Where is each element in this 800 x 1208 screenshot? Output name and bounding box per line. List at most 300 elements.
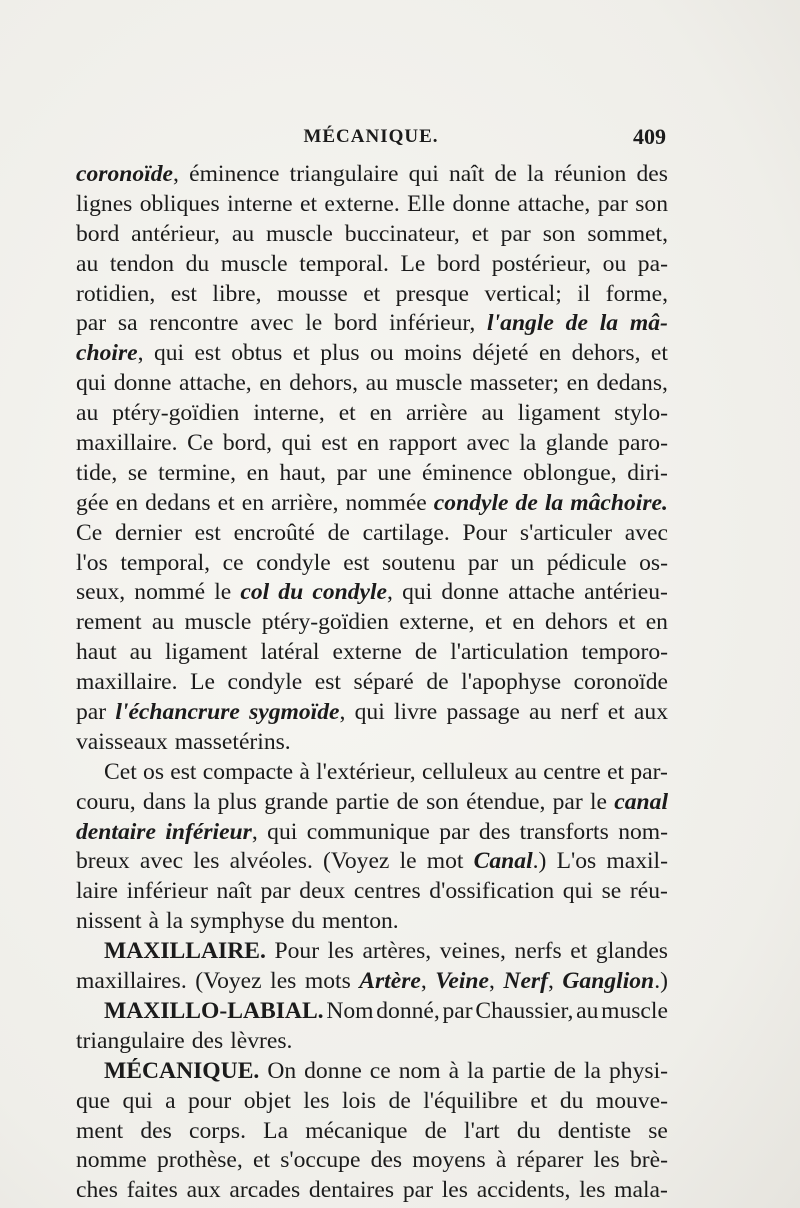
- text-run: avec: [250, 310, 294, 337]
- text-run: et: [650, 340, 668, 367]
- text-run: ce: [369, 1057, 391, 1084]
- word: [253, 1146, 270, 1176]
- word: [76, 160, 179, 190]
- text-run: bord: [76, 220, 120, 247]
- word: [247, 459, 269, 489]
- text-run: et: [292, 340, 310, 367]
- word: [143, 758, 164, 788]
- text-line: [76, 250, 668, 280]
- text-run: les: [270, 968, 297, 995]
- text-run: ligament: [517, 400, 601, 427]
- text-run: vaisseaux: [76, 728, 168, 755]
- text-run: est: [170, 758, 197, 785]
- word: [567, 369, 589, 399]
- text-run: au: [76, 400, 99, 427]
- text-run: par: [336, 459, 367, 486]
- word: [266, 220, 333, 250]
- text-run: maxillaires.: [76, 968, 187, 995]
- text-run: ligament: [164, 639, 248, 666]
- word: [76, 668, 178, 698]
- text-run: des: [140, 1117, 172, 1144]
- word: [442, 1176, 468, 1206]
- word: [481, 399, 503, 429]
- text-run: est: [343, 549, 370, 576]
- text-run: plus: [217, 788, 257, 815]
- text-run: Le: [190, 669, 215, 696]
- text-run: en: [241, 489, 264, 516]
- text-run: par: [402, 1177, 433, 1204]
- word: [503, 967, 553, 997]
- text-run: veines,: [439, 938, 506, 965]
- word: [366, 369, 388, 399]
- word: [256, 549, 331, 579]
- word: [76, 280, 155, 310]
- text-run: par: [439, 818, 470, 845]
- word: [232, 220, 254, 250]
- text-run: rement: [76, 609, 142, 636]
- word: [259, 369, 281, 399]
- word: [332, 638, 401, 668]
- text-run: pour: [188, 1087, 232, 1114]
- text-run: est: [170, 280, 197, 307]
- word: [131, 220, 220, 250]
- text-run: en: [356, 430, 380, 457]
- text-run: du: [291, 908, 316, 935]
- text-run: avec: [139, 848, 184, 875]
- word: [110, 250, 174, 280]
- text-run: l'apophyse: [461, 669, 562, 696]
- word: [425, 1117, 447, 1147]
- italic-term: coronoïde: [76, 161, 173, 187]
- text-run: Pour: [462, 519, 508, 546]
- text-line: [76, 309, 668, 339]
- text-run: attache: [508, 579, 575, 606]
- word: [193, 788, 210, 818]
- text-run: au: [151, 609, 175, 636]
- word: [143, 788, 186, 818]
- word: [562, 967, 668, 997]
- text-run: compacte: [202, 758, 294, 785]
- word: [76, 369, 106, 399]
- text-run: nommée: [345, 489, 427, 516]
- word: [429, 877, 554, 907]
- text-line: [76, 220, 668, 250]
- word: [76, 429, 178, 459]
- text-line: [76, 1117, 668, 1147]
- word: [634, 698, 668, 728]
- text-run: ,: [547, 968, 554, 995]
- word: [630, 1146, 668, 1176]
- text-line: [76, 280, 668, 310]
- text-run: au: [129, 639, 152, 666]
- word: [399, 608, 474, 638]
- text-line: [76, 937, 668, 967]
- word: [203, 758, 293, 788]
- text-run: dehors: [545, 609, 608, 636]
- word: [563, 877, 593, 907]
- word: [334, 309, 377, 339]
- text-run: un: [510, 549, 535, 576]
- text-run: partie: [335, 788, 390, 815]
- italic-term: Ganglion: [562, 968, 655, 995]
- word: [527, 160, 544, 190]
- page-number: 409: [633, 124, 666, 149]
- text-run: est: [194, 340, 221, 367]
- word: [590, 788, 607, 818]
- word: [190, 907, 284, 937]
- word: [263, 1117, 288, 1147]
- word: [271, 489, 338, 519]
- text-line: [76, 369, 668, 399]
- text-run: donné,: [376, 997, 440, 1024]
- text-run: glandes: [595, 938, 668, 965]
- word: [76, 190, 132, 220]
- italic-term: la: [544, 489, 564, 516]
- word: [158, 459, 236, 489]
- word: [282, 429, 312, 459]
- body-text: [76, 160, 668, 1206]
- text-run: de: [327, 519, 350, 546]
- word: [261, 877, 291, 907]
- italic-term: condyle: [312, 579, 388, 606]
- word: [553, 788, 583, 818]
- text-run: en: [566, 370, 589, 397]
- text-run: réparer: [516, 1147, 584, 1174]
- text-run: par: [442, 997, 473, 1024]
- text-run: en: [645, 609, 668, 636]
- text-run: a: [165, 1087, 176, 1114]
- text-run: le: [214, 579, 232, 606]
- text-run: avec: [624, 519, 668, 546]
- word: [596, 369, 667, 399]
- text-line: [76, 429, 668, 459]
- word: [188, 1087, 231, 1117]
- italic-term: condyle: [433, 489, 509, 516]
- word: [337, 459, 367, 489]
- text-run: la: [166, 908, 184, 935]
- text-run: son: [426, 788, 459, 815]
- word: [370, 339, 394, 369]
- text-line: [76, 698, 668, 728]
- word: [359, 967, 427, 997]
- word: [76, 907, 142, 937]
- text-run: physi-: [609, 1057, 668, 1084]
- text-run: .): [532, 848, 547, 875]
- text-run: qui: [408, 161, 439, 187]
- word: [609, 1057, 668, 1087]
- word: [603, 250, 627, 280]
- text-run: ,: [339, 699, 346, 726]
- word: [651, 339, 668, 369]
- text-run: qui: [354, 699, 385, 726]
- text-run: ,: [387, 579, 393, 606]
- text-line: [76, 339, 668, 369]
- text-run: (Voyez: [195, 968, 262, 995]
- word: [192, 1027, 223, 1057]
- word: [627, 459, 668, 489]
- text-run: arcades: [229, 1177, 301, 1204]
- text-line: [76, 788, 668, 818]
- text-run: de: [424, 1117, 447, 1144]
- text-run: qui: [562, 878, 593, 905]
- text-run: forme,: [605, 280, 668, 307]
- text-run: muscle: [395, 370, 463, 397]
- text-run: mousse: [276, 280, 348, 307]
- word: [607, 758, 624, 788]
- word: [449, 1057, 459, 1087]
- word: [443, 997, 473, 1027]
- text-run: et: [217, 489, 235, 516]
- word: [355, 698, 385, 728]
- entry-headword: MÉCANIQUE.: [104, 1057, 260, 1084]
- text-run: faites: [126, 1177, 178, 1204]
- text-run: paro-: [618, 430, 668, 457]
- word: [328, 937, 354, 967]
- word: [321, 429, 347, 459]
- word: [403, 1176, 433, 1206]
- text-run: centres: [353, 878, 421, 905]
- word: [115, 698, 240, 728]
- text-run: nerfs: [514, 938, 562, 965]
- text-run: qui: [281, 430, 312, 457]
- word: [404, 339, 462, 369]
- word: [267, 1057, 296, 1087]
- text-run: ,: [137, 340, 144, 367]
- word: [584, 1057, 601, 1087]
- word: [557, 847, 597, 877]
- text-run: pédicule: [546, 549, 627, 576]
- text-line: [76, 160, 668, 190]
- text-run: stylo-: [614, 400, 668, 427]
- text-run: alvéoles.: [229, 848, 313, 875]
- word: [475, 997, 573, 1027]
- text-run: au: [231, 220, 255, 247]
- text-run: inférieur: [126, 878, 208, 905]
- text-run: et: [338, 400, 356, 427]
- word: [646, 608, 668, 638]
- word: [401, 250, 426, 280]
- italic-term: Veine: [435, 968, 490, 995]
- word: [230, 1027, 292, 1057]
- word: [630, 758, 668, 788]
- text-run: cartilage.: [362, 519, 450, 546]
- text-run: glande: [545, 430, 609, 457]
- word: [120, 549, 210, 579]
- text-run: .): [654, 968, 668, 995]
- italic-term: Canal: [473, 848, 533, 875]
- word: [515, 758, 537, 788]
- word: [343, 549, 369, 579]
- text-run: bord: [436, 250, 481, 277]
- text-run: sa: [117, 310, 138, 337]
- word: [648, 1117, 668, 1147]
- text-run: que: [76, 1087, 111, 1114]
- word: [278, 578, 303, 608]
- text-run: sommet,: [587, 220, 668, 247]
- word: [221, 250, 288, 280]
- text-run: au: [76, 250, 99, 277]
- text-run: externe.: [324, 190, 400, 217]
- word: [517, 1146, 584, 1176]
- text-run: des: [636, 161, 668, 187]
- italic-term: de: [565, 310, 588, 337]
- text-run: obliques: [139, 190, 220, 217]
- text-line: [76, 578, 668, 608]
- text-run: antérieu-: [584, 579, 668, 606]
- text-run: se: [127, 459, 148, 486]
- text-run: dedans,: [596, 370, 668, 397]
- word: [554, 1057, 576, 1087]
- word: [320, 339, 359, 369]
- text-line: [76, 519, 668, 549]
- text-line: [76, 728, 668, 758]
- text-run: diri-: [627, 459, 668, 486]
- word: [426, 788, 459, 818]
- text-run: livre: [393, 699, 438, 726]
- text-run: lignes: [76, 190, 133, 217]
- word: [76, 519, 102, 549]
- word: [171, 280, 197, 310]
- text-run: une: [377, 459, 412, 486]
- text-run: Ce: [187, 430, 214, 457]
- word: [157, 1146, 243, 1176]
- text-run: brè-: [629, 1147, 668, 1174]
- text-run: mots: [304, 968, 351, 995]
- word: [602, 877, 622, 907]
- text-line: [76, 549, 668, 579]
- text-run: éminence: [421, 459, 513, 486]
- word: [572, 339, 641, 369]
- text-run: antérieur,: [131, 220, 220, 247]
- text-run: mouve-: [595, 1087, 668, 1114]
- text-run: le: [305, 310, 323, 337]
- text-run: libre,: [212, 280, 262, 307]
- text-run: attache,: [179, 370, 252, 397]
- word: [104, 937, 266, 967]
- word: [228, 668, 303, 698]
- word: [437, 250, 480, 280]
- word: [635, 190, 668, 220]
- word: [440, 937, 506, 967]
- word: [214, 578, 231, 608]
- text-run: prothèse,: [156, 1147, 243, 1174]
- text-run: maxillaire.: [76, 669, 178, 696]
- word: [581, 638, 667, 668]
- word: [76, 728, 168, 758]
- text-run: os: [143, 758, 164, 785]
- word: [244, 1087, 291, 1117]
- word: [346, 489, 427, 519]
- text-run: ou: [602, 250, 627, 277]
- word: [189, 160, 279, 190]
- word: [76, 489, 109, 519]
- text-run: son: [635, 190, 668, 217]
- text-run: de: [494, 161, 517, 187]
- word: [630, 877, 668, 907]
- word: [305, 1117, 407, 1147]
- text-run: et: [300, 190, 318, 217]
- text-run: ,: [251, 818, 258, 845]
- word: [190, 668, 215, 698]
- text-run: dentaires: [308, 1177, 395, 1204]
- word: [262, 608, 389, 638]
- word: [154, 339, 184, 369]
- word: [76, 399, 98, 429]
- word: [512, 608, 534, 638]
- word: [187, 429, 213, 459]
- word: [76, 250, 98, 280]
- text-run: l'articulation: [450, 639, 569, 666]
- word: [543, 220, 576, 250]
- word: [543, 758, 601, 788]
- word: [554, 160, 626, 190]
- text-line: [76, 758, 668, 788]
- word: [467, 1057, 484, 1087]
- italic-term: de: [515, 489, 538, 516]
- text-run: Pour: [274, 938, 320, 965]
- text-line: [76, 1146, 668, 1176]
- text-run: des: [370, 1147, 403, 1174]
- text-run: externe,: [399, 609, 475, 636]
- word: [396, 280, 469, 310]
- text-run: donne: [304, 1057, 362, 1084]
- text-run: nommé: [134, 579, 206, 606]
- word: [145, 489, 211, 519]
- word: [545, 489, 563, 519]
- word: [195, 967, 261, 997]
- word: [487, 309, 554, 339]
- word: [128, 459, 148, 489]
- word: [466, 788, 545, 818]
- text-run: la: [584, 1057, 602, 1084]
- running-head: MÉCANIQUE.: [303, 126, 439, 147]
- text-run: ,: [420, 968, 427, 995]
- text-run: aux: [633, 699, 668, 726]
- word: [638, 250, 668, 280]
- text-run: rapport: [388, 430, 457, 457]
- word: [630, 309, 668, 339]
- word: [570, 937, 587, 967]
- word: [303, 1087, 329, 1117]
- text-run: Ce: [76, 519, 103, 546]
- word: [370, 399, 392, 429]
- text-run: à: [448, 1057, 460, 1084]
- text-run: encroûté: [233, 519, 315, 546]
- text-run: nissent: [76, 908, 142, 935]
- word: [186, 250, 210, 280]
- word: [370, 1057, 391, 1087]
- text-run: Cet: [104, 758, 137, 785]
- text-run: donne: [452, 190, 511, 217]
- word: [149, 907, 159, 937]
- word: [523, 459, 617, 489]
- word: [614, 788, 668, 818]
- text-line: [76, 638, 668, 668]
- text-run: de: [553, 1057, 577, 1084]
- text-run: ptéry-goïdien: [112, 400, 240, 427]
- word: [439, 818, 469, 848]
- word: [409, 160, 439, 190]
- word: [406, 399, 468, 429]
- text-run: La: [263, 1117, 289, 1144]
- word: [76, 1117, 123, 1147]
- text-run: qui: [153, 340, 185, 367]
- text-run: en: [259, 370, 282, 397]
- italic-term: Nerf: [503, 968, 548, 995]
- text-run: attache,: [517, 190, 591, 217]
- word: [76, 549, 108, 579]
- text-run: du: [516, 1117, 541, 1144]
